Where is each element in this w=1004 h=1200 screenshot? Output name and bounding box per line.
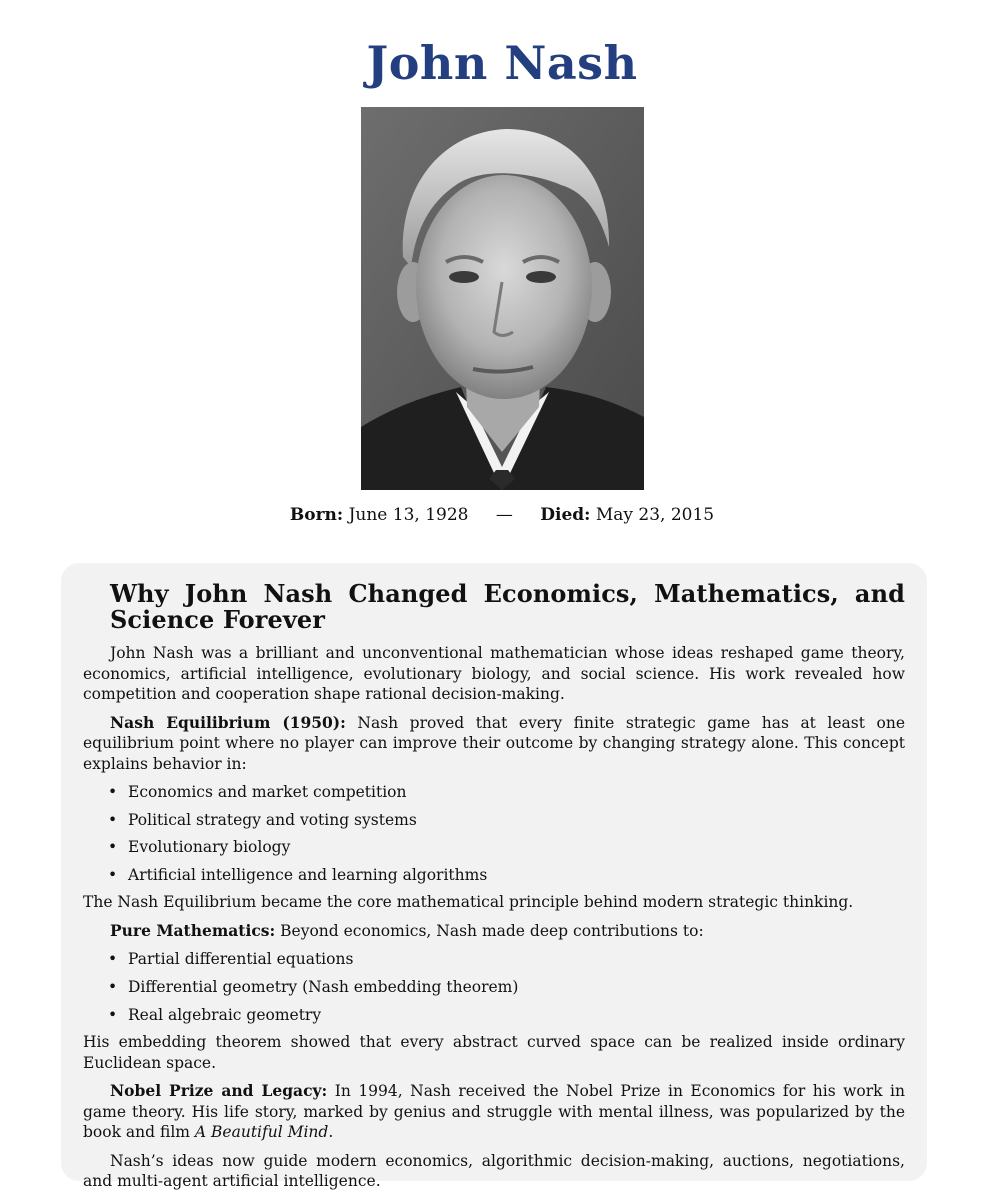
equilibrium-paragraph (83, 713, 905, 775)
nobel-text: In 1994, Nash received the Nobel Prize in Economics for his work in game theory. His life story, marked by genius and struggle with mental illness, was popularized by the book and film (83, 1082, 905, 1142)
equilibrium-lead: Nash Equilibrium (1950): (110, 712, 346, 732)
nobel-paragraph (83, 1081, 905, 1143)
pure-math-list (83, 949, 905, 1024)
pure-math-paragraph (83, 921, 905, 942)
card-heading: Why John Nash Changed Economics, Mathematics, and Science Forever (110, 579, 905, 634)
equilibrium-text: Nash proved that every finite strategic game has at least one equilibrium point where no player can improve their outcome by changing strategy alone. This concept explains behavior in: (83, 713, 905, 773)
film-title: A Beautiful Mind (194, 1123, 329, 1142)
pure-math-lead: Pure Mathematics: (110, 920, 276, 940)
pure-math-conclusion: His embedding theorem showed that every abstract curved space can be realized inside ordinary Euclidean space. (83, 1033, 905, 1072)
portrait-photo (361, 107, 644, 490)
portrait-photo-icon (361, 107, 644, 490)
died-label: Died: (540, 505, 591, 525)
intro-paragraph: John Nash was a brilliant and unconventional mathematician whose ideas reshaped game theory, economics, artificial intelligence, evolutionary biology, and social science. His work revealed how competition and cooperation shape rational decision-making. (83, 644, 905, 703)
list-item: • Artificial intelligence and learning algorithms (128, 865, 905, 885)
list-item: • Partial differential equations (128, 949, 905, 969)
page-title: John Nash (366, 36, 638, 90)
list-item: • Political strategy and voting systems (128, 810, 905, 830)
biography-card (61, 563, 927, 1191)
born-label: Born: (289, 505, 344, 525)
list-item: • Real algebraic geometry (128, 1005, 905, 1025)
died-value: May 23, 2015 (595, 505, 715, 525)
born-value: June 13, 1928 (348, 505, 469, 525)
equilibrium-list (83, 782, 905, 885)
equilibrium-conclusion: The Nash Equilibrium became the core mathematical principle behind modern strategic thinking. (83, 893, 854, 912)
list-item: • Economics and market competition (128, 782, 905, 802)
date-separator: — (495, 505, 513, 525)
pure-math-text: Beyond economics, Nash made deep contributions to: (275, 921, 704, 940)
list-item: • Evolutionary biology (128, 837, 905, 857)
life-dates (0, 505, 1004, 525)
nobel-end: . (328, 1123, 334, 1142)
list-item: • Differential geometry (Nash embedding theorem) (128, 977, 905, 997)
closing-paragraph: Nash’s ideas now guide modern economics, algorithmic decision-making, auctions, negotiations, and multi-agent artificial intelligence. (83, 1151, 905, 1191)
nobel-lead: Nobel Prize and Legacy: (110, 1081, 328, 1101)
